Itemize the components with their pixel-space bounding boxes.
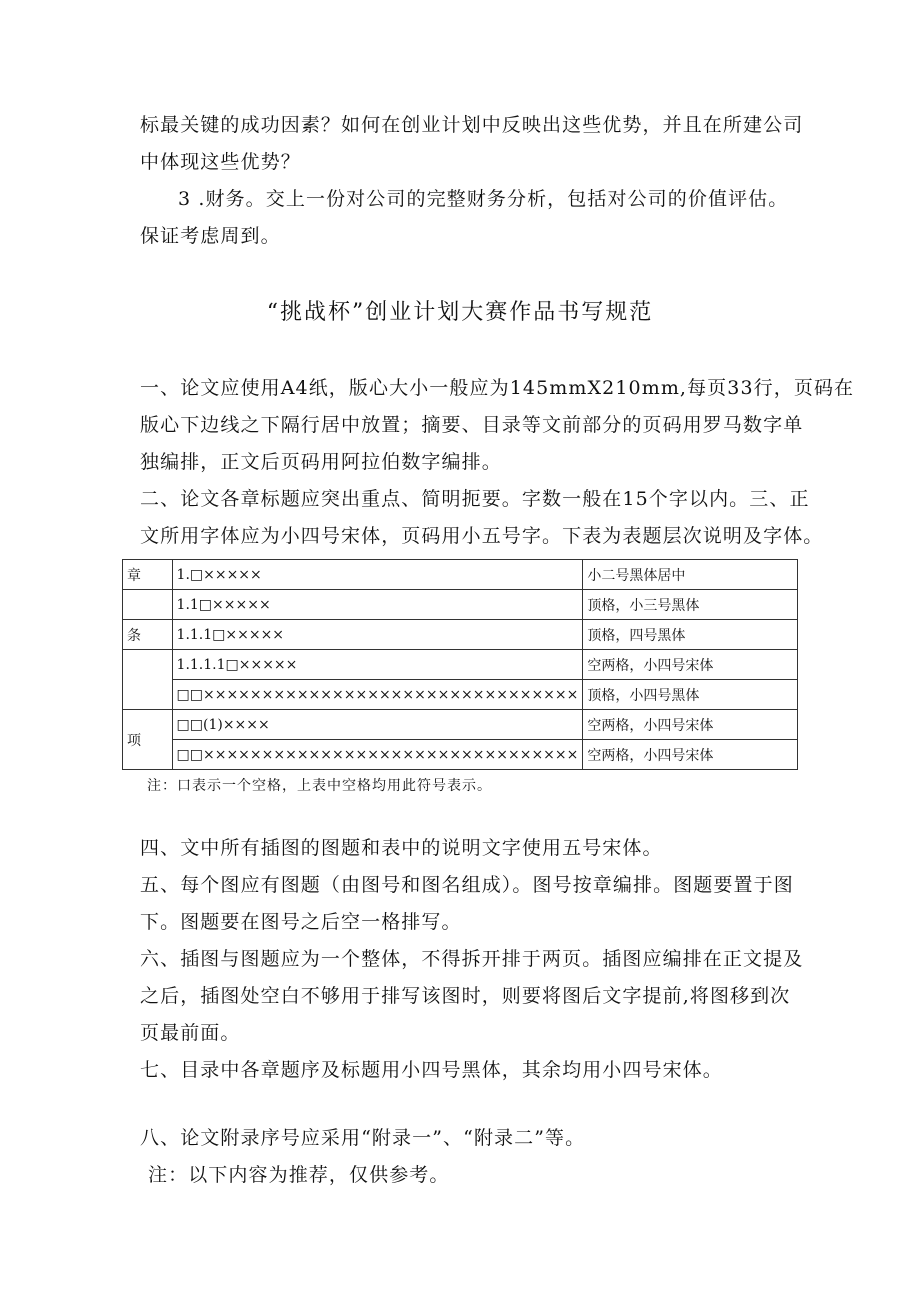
paragraph-line: 标最关键的成功因素？如何在创业计划中反映出这些优势，并且在所建公司 <box>140 114 804 136</box>
heading-spec-table <box>122 559 798 770</box>
table-row <box>123 710 798 740</box>
table-row <box>123 590 798 620</box>
sample-cell: 1.1.1.1□××××× <box>172 650 583 680</box>
paragraph-line: 保证考虑周到。 <box>140 225 281 247</box>
font-cell: 空两格，小四号宋体 <box>583 740 798 770</box>
font-cell: 顶格，小三号黑体 <box>583 590 798 620</box>
sample-cell: 1.□××××× <box>172 560 583 590</box>
rule-6-line-3: 页最前面。 <box>140 1022 241 1044</box>
rule-7: 七、目录中各章题序及标题用小四号黑体，其余均用小四号宋体。 <box>140 1059 723 1081</box>
level-cell <box>123 590 173 620</box>
sample-cell: □□×××××××××××××××××××××××××××××××× <box>172 680 583 710</box>
table-row <box>123 620 798 650</box>
table-row <box>123 560 798 590</box>
rule-2-line-2: 文所用字体应为小四号宋体，页码用小五号字。下表为表题层次说明及字体。 <box>140 525 824 547</box>
rule-8: 八、论文附录序号应采用“附录一”、“附录二”等。 <box>140 1127 586 1149</box>
sample-cell: 1.1.1□××××× <box>172 620 583 650</box>
section-title: “挑战杯”创业计划大赛作品书写规范 <box>266 300 654 325</box>
level-cell: 章 <box>123 560 173 590</box>
font-cell: 小二号黑体居中 <box>583 560 798 590</box>
table-row <box>123 680 798 710</box>
rule-5-line-1: 五、每个图应有图题（由图号和图名组成）。图号按章编排。图题要置于图 <box>140 874 794 896</box>
rule-1-line-1: 一、论文应使用A4纸，版心大小一般应为145mmX210mm,每页33行，页码在 <box>140 377 855 399</box>
paragraph-line: 中体现这些优势？ <box>140 151 301 173</box>
table-row <box>123 650 798 680</box>
sample-cell: 1.1□××××× <box>172 590 583 620</box>
rule-4: 四、文中所有插图的图题和表中的说明文字使用五号宋体。 <box>140 837 663 859</box>
rule-5-line-2: 下。图题要在图号之后空一格排写。 <box>140 911 462 933</box>
font-cell: 空两格，小四号宋体 <box>583 650 798 680</box>
level-cell: 条 <box>123 620 173 650</box>
paragraph-line: 3 .财务。交上一份对公司的完整财务分析，包括对公司的价值评估。 <box>178 188 789 210</box>
font-cell: 空两格，小四号宋体 <box>583 710 798 740</box>
rule-6-line-2: 之后，插图处空白不够用于排写该图时，则要将图后文字提前,将图移到次 <box>140 985 791 1007</box>
sample-cell: □□(1)×××× <box>172 710 583 740</box>
table-row <box>123 740 798 770</box>
rule-6-line-1: 六、插图与图题应为一个整体，不得拆开排于两页。插图应编排在正文提及 <box>140 948 804 970</box>
level-cell <box>123 650 173 710</box>
font-cell: 顶格，小四号黑体 <box>583 680 798 710</box>
level-cell: 项 <box>123 710 173 770</box>
font-cell: 顶格，四号黑体 <box>583 620 798 650</box>
rule-1-line-2: 版心下边线之下隔行居中放置；摘要、目录等文前部分的页码用罗马数字单 <box>140 414 804 436</box>
table-note: 注：口表示一个空格，上表中空格均用此符号表示。 <box>147 778 492 794</box>
closing-note: 注：以下内容为推荐，仅供参考。 <box>148 1164 450 1186</box>
rule-2-line-1: 二、论文各章标题应突出重点、简明扼要。字数一般在15个字以内。三、正 <box>140 488 810 510</box>
rule-1-line-3: 独编排，正文后页码用阿拉伯数字编排。 <box>140 451 502 473</box>
sample-cell: □□×××××××××××××××××××××××××××××××× <box>172 740 583 770</box>
